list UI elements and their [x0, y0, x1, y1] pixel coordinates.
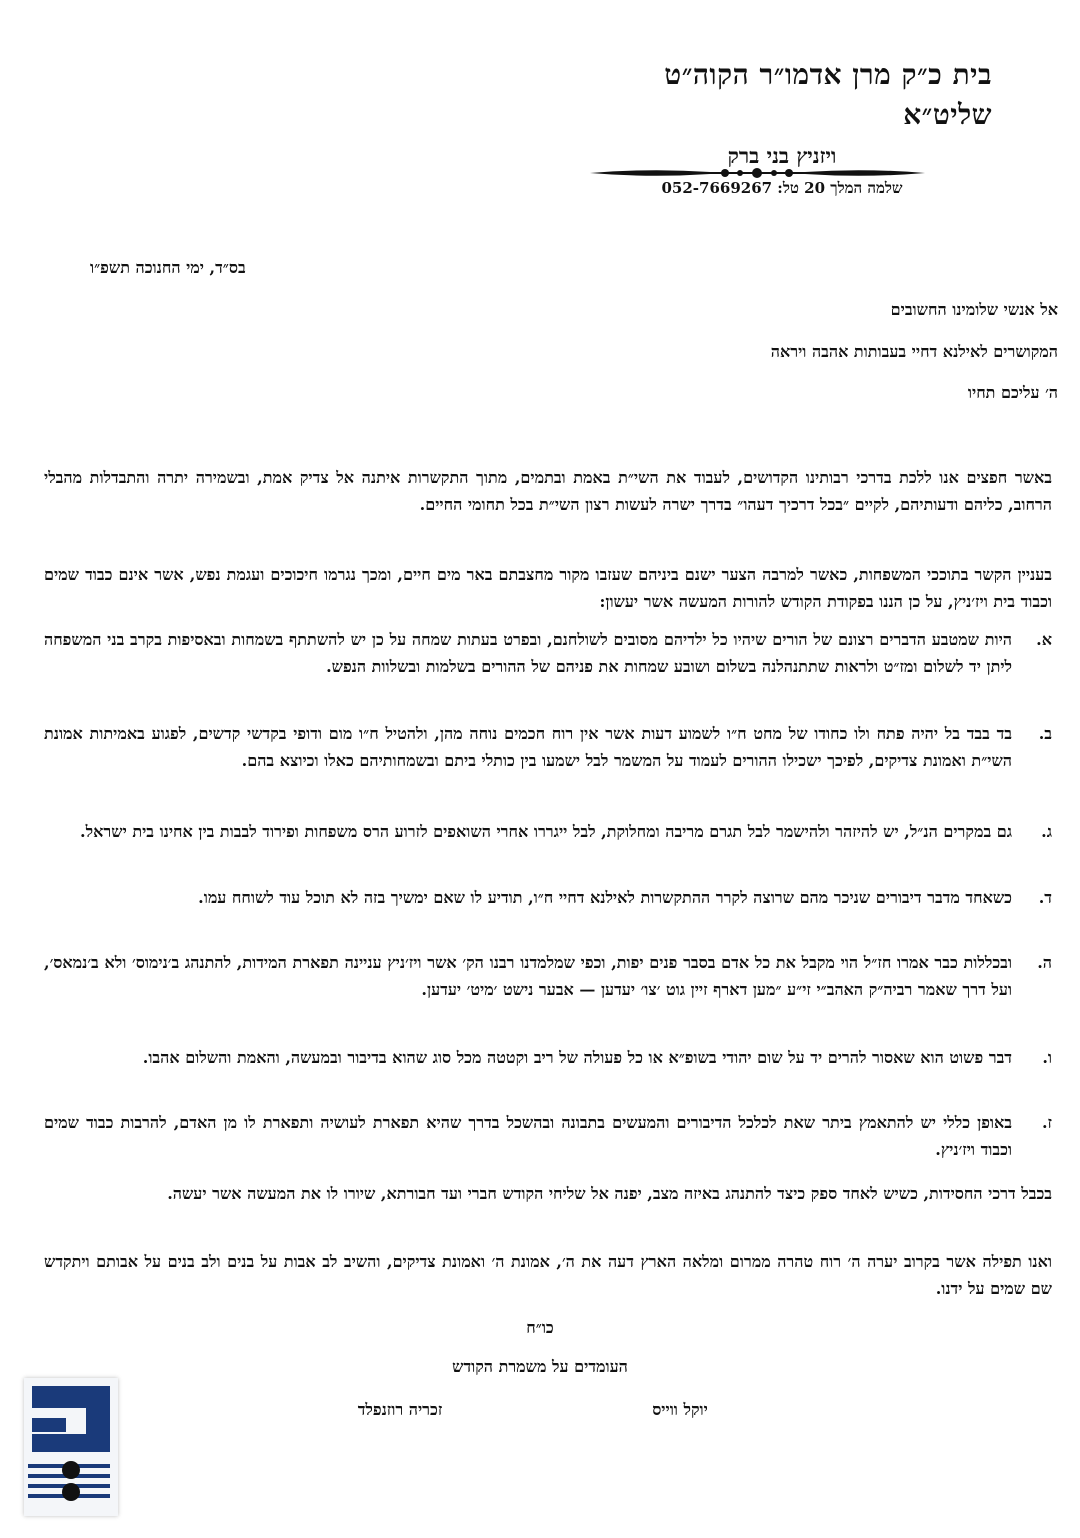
list-item-text: דבר פשוט הוא שאסור להרים יד על שום יהודי בשופ״א או כל פעולה של ריב וקטטה מכל סוג שהוא בדיבור ובמעשה, והאמת והשלום אהבו.	[142, 1048, 1012, 1067]
signatory-name-1: יוקל ווייס	[652, 1400, 708, 1419]
body-paragraph-2: בעניין הקשר בתוככי המשפחות, כאשר למרבה הצער ישנם ביניהם שעזבו מקור מחצבתם באר מים חיים, ומכך נגרמו חיכוכים ועגמת נפש, אשר אינם כבוד שמים וכבוד בית ויז׳ניץ, על כן הננו בפקודת הקודש להורות המעשה אשר יעשון:	[44, 565, 1053, 611]
list-item-letter: ו.	[1042, 1048, 1052, 1067]
closing-paragraph-2: ואנו תפילה אשר בקרוב יערה ה׳ רוח טהרה ממרום ומלאה הארץ דעה את ה׳, אמונת ה׳ ואמונת צדיקים, והשיב לב אבות על בנים ולב בנים על אבותם ויתקדש שם שמים על ידנו.	[44, 1252, 1052, 1298]
list-item-text: כשאחד מדבר דיבורים שניכר מהם שרוצה לקרר ההתקשרות לאילנא דחיי ח״ו, תודיע לו שאם ימשיך בזה לא תוכל עוד לשוחח עמו.	[198, 888, 1012, 907]
list-item	[44, 626, 1052, 680]
signature-organization: העומדים על משמרת הקודש	[452, 1357, 628, 1376]
list-item	[44, 1044, 1052, 1071]
list-item-text: באופן כללי יש להתאמץ ביתר שאת לכלכל הדיבורים והמעשים בתבונה ובהשכל בדרך שהיא תפארת לעושיה ותפארת לו מן האדם, להרבות כבוד שמים וכבוד ויז׳ניץ.	[44, 1113, 1013, 1159]
greeting-line-1: אל אנשי שלומינו החשובים	[890, 300, 1058, 319]
list-item-text: היות שמטבע הדברים רצונם של הורים שיהיו כל ילדיהם מסובים לשולחנם, ובפרט בעתות שמחה על כן יש להשתתף בשמחות ובאסיפות בקרב בני המשפחה ליתן יד לשלום ומז״ט ולראות שתתנהלנה בשלום ושובע שמחות את פניהם של ההורים בשלמות ובשלוות הנפש.	[44, 630, 1012, 676]
letterhead-subtitle: ויזניץ בני ברק	[727, 143, 837, 168]
list-item-letter: א.	[1036, 630, 1052, 649]
list-item-text: גם במקרים הנ״ל, יש להיזהר ולהישמר לבל תגרם מריבה ומחלוקת, לבל ייגררו אחרי השואפים לזרוע הרס משפחות ופירוד לבבות בין אחינו בית ישראל.	[80, 822, 1012, 841]
list-item-letter: ב.	[1038, 724, 1052, 743]
body-paragraph-1: באשר חפצים אנו ללכת בדרכי רבותינו הקדושים, לעבוד את השי״ת באמת ובתמים, מתוך התקשרות איתנה אל צדיק אמת, ובשמירה יתרה והתבדלות מהבלי הרחוב, כליהם ודעותיהם, לקיים ״בכל דרכיך דעהו״ בדרך ישרה לעשות רצון השי״ת בכל תחומי החיים.	[44, 468, 1052, 514]
signature-kh: כו״ח	[526, 1318, 554, 1337]
letter-date: בס״ד, ימי החנוכה תשפ״ו	[90, 258, 246, 277]
list-item-text: ובכללות כבר אמרו חז״ל הוי מקבל את כל אדם בסבר פנים יפות, וכפי שמלמדנו רבנו הק׳ אשר ויז׳ניץ עניינה תפארת המידות, להתנהג ב׳נימוס׳ ולא ב׳נמאס׳, ועל דרך שאמר רביה״ק האהב״י זי״ע ״מען דארף זיין גוט ׳צו׳ יעדען — אבער נישט ׳מיט׳ יעדען.	[44, 953, 1012, 999]
list-item	[44, 1109, 1052, 1163]
list-item-text: בד בבד בל יהיה פתח ולו כחודו של מחט ח״ו לשמוע דעות אשר אין רוח חכמים נוחה מהן, ולהטיל ח״ו מום ודופי בקדשי קדשים, לפגוע באמיתות אמונת השי״ת ואמונת צדיקים, לפיכך ישכילו ההורים לעמוד על המשמר לבל ישמעו בין כותלי ביתם ובשמחותיהם כאלו וכיוצא בהם.	[44, 724, 1012, 770]
greeting-line-3: ה׳ עליכם תחיו	[967, 383, 1058, 402]
list-item-letter: ד.	[1038, 888, 1052, 907]
list-item-letter: ה.	[1037, 953, 1052, 972]
list-item	[44, 818, 1052, 845]
list-item	[44, 884, 1052, 911]
list-item	[44, 949, 1052, 1003]
list-item	[44, 720, 1052, 774]
signatory-name-2: זכריה רוזנפלד	[357, 1400, 443, 1419]
closing-paragraph-1: בכבל דרכי החסידות, כשיש לאחד ספק כיצד להתנהג באיזה מצב, יפנה אל שליחי הקודש חברי ועד חבורתא, שיורו לו את המעשה אשר יעשה.	[167, 1184, 1052, 1203]
publisher-logo	[24, 1378, 118, 1516]
list-item-letter: ז.	[1041, 1113, 1052, 1132]
list-item-letter: ג.	[1041, 822, 1052, 841]
letterhead-title: בית כ״ק מרן אדמו״ר הקוה״ט שליט״א	[664, 58, 992, 131]
letterhead-address: שלמה המלך 20 טל: 052-7669267	[661, 179, 903, 197]
ornamental-divider	[590, 164, 925, 182]
greeting-line-2: המקושרים לאילנא דחיי בעבותות אהבה ויראה	[770, 342, 1058, 361]
logo-mark-icon	[24, 1378, 118, 1516]
